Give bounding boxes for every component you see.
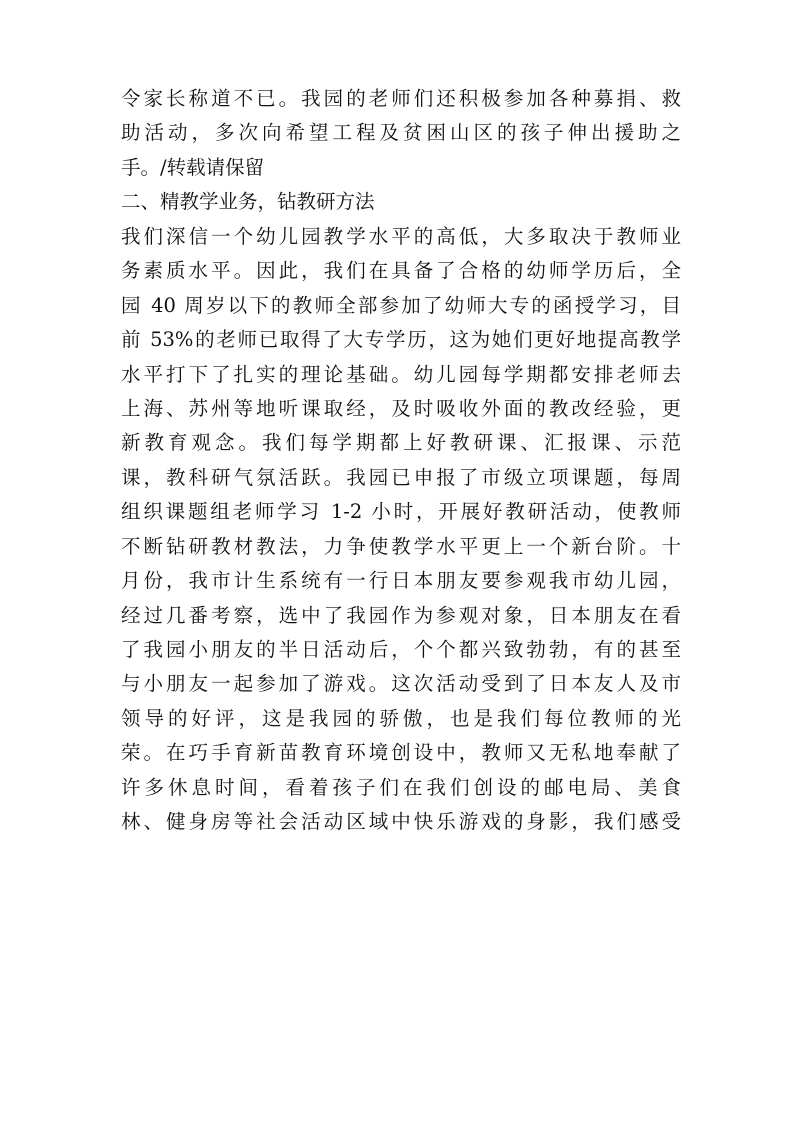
text-line: 课，教科研气氛活跃。我园已申报了市级立项课题，每周 xyxy=(121,465,681,489)
text-line: 上海、苏州等地听课取经，及时吸收外面的教改经验，更 xyxy=(121,396,681,420)
text-line: 许多休息时间，看着孩子们在我们创设的邮电局、美食 xyxy=(121,775,681,799)
text-line: 园 40 周岁以下的教师全部参加了幼师大专的函授学习，目 xyxy=(121,293,681,317)
text-line: 新教育观念。我们每学期都上好教研课、汇报课、示范 xyxy=(121,431,681,455)
text-line: 月份，我市计生系统有一行日本朋友要参观我市幼儿园， xyxy=(121,569,681,593)
text-line: 组织课题组老师学习 1-2 小时，开展好教研活动，使教师 xyxy=(121,500,681,524)
text-line: 了我园小朋友的半日活动后，个个都兴致勃勃，有的甚至 xyxy=(121,638,681,661)
text-line: 与小朋友一起参加了游戏。这次活动受到了日本友人及市 xyxy=(121,672,681,696)
text-line: 林、健身房等社会活动区域中快乐游戏的身影，我们感受 xyxy=(121,810,681,834)
text-line: 务素质水平。因此，我们在具备了合格的幼师学历后，全 xyxy=(121,259,681,283)
text-line: 我们深信一个幼儿园教学水平的高低，大多取决于教师业 xyxy=(121,224,681,248)
text-line: 领导的好评，这是我园的骄傲，也是我们每位教师的光 xyxy=(121,706,681,730)
text-line: 手。/转载请保留 xyxy=(121,155,265,179)
text-line: 荣。在巧手育新苗教育环境创设中，教师又无私地奉献了 xyxy=(121,741,681,765)
text-line: 助活动，多次向希望工程及贫困山区的孩子伸出援助之 xyxy=(121,121,681,145)
body-text xyxy=(121,82,681,840)
text-line: 不断钻研教材教法，力争使教学水平更上一个新台阶。十 xyxy=(121,534,681,558)
text-line: 前 53%的老师已取得了大专学历，这为她们更好地提高教学 xyxy=(121,328,681,352)
text-line: 经过几番考察，选中了我园作为参观对象，日本朋友在看 xyxy=(121,603,681,627)
text-line: 令家长称道不已。我园的老师们还积极参加各种募捐、救 xyxy=(121,87,681,110)
section-heading: 二、精教学业务，钻教研方法 xyxy=(121,190,375,214)
text-line: 水平打下了扎实的理论基础。幼儿园每学期都安排老师去 xyxy=(121,362,681,386)
